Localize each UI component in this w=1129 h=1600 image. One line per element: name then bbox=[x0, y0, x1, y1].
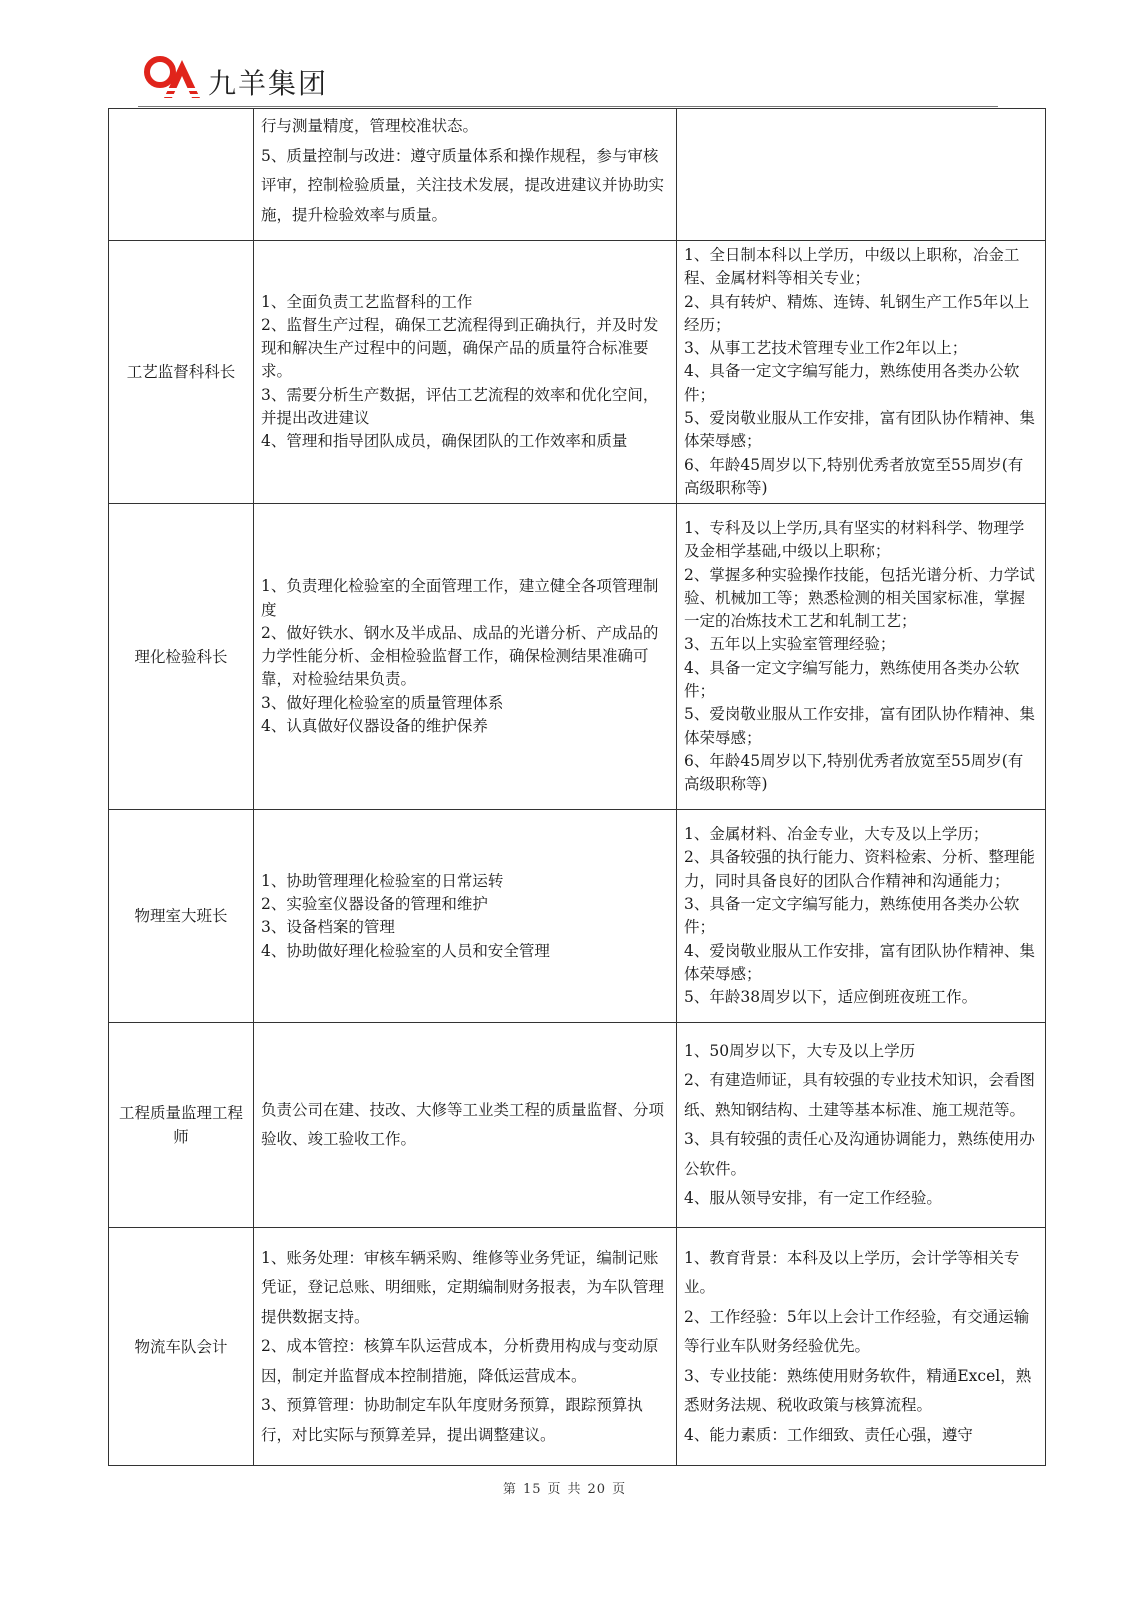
position-title: 工程质量监理工程师 bbox=[118, 1104, 243, 1147]
footer-total-label: 共 bbox=[567, 1482, 582, 1497]
requirement-line: 5、年龄38周岁以下，适应倒班夜班工作。 bbox=[684, 988, 978, 1007]
requirements-cell bbox=[677, 241, 1046, 504]
duty-line: 负责公司在建、技改、大修等工业类工程的质量监督、分项验收、竣工验收工作。 bbox=[261, 1100, 665, 1149]
requirements-cell bbox=[677, 109, 1046, 241]
duties-cell bbox=[254, 1228, 677, 1466]
requirement-line: 4、服从领导安排，有一定工作经验。 bbox=[684, 1189, 942, 1208]
requirement-line: 3、五年以上实验室管理经验； bbox=[684, 635, 896, 654]
requirement-line: 2、具有转炉、精炼、连铸、轧钢生产工作5年以上经历； bbox=[684, 292, 1030, 334]
position-title: 物流车队会计 bbox=[134, 1337, 228, 1356]
duty-line: 1、协助管理理化检验室的日常运转 bbox=[261, 871, 504, 890]
requirement-line: 3、专业技能：熟练使用财务软件，精通Excel，熟悉财务法规、税收政策与核算流程。 bbox=[684, 1366, 1032, 1415]
requirement-line: 1、全日制本科以上学历，中级以上职称，冶金工程、金属材料等相关专业； bbox=[684, 246, 1020, 288]
duty-line: 2、成本管控：核算车队运营成本，分析费用构成与变动原因，制定并监督成本控制措施，降低运营成本。 bbox=[261, 1337, 659, 1385]
duty-line: 2、实验室仪器设备的管理和维护 bbox=[261, 894, 488, 913]
requirement-line: 1、教育背景：本科及以上学历，会计学等相关专业。 bbox=[684, 1248, 1020, 1297]
position-cell bbox=[109, 109, 254, 241]
requirement-line: 6、年龄45周岁以下,特别优秀者放宽至55周岁(有高级职称等) bbox=[684, 455, 1024, 497]
duty-line: 3、设备档案的管理 bbox=[261, 918, 395, 937]
requirements-cell bbox=[677, 1023, 1046, 1228]
requirement-line: 1、金属材料、冶金专业，大专及以上学历； bbox=[684, 825, 989, 844]
duties-cell bbox=[254, 1023, 677, 1228]
duty-line: 3、做好理化检验室的质量管理体系 bbox=[261, 693, 504, 712]
duties-cell bbox=[254, 109, 677, 241]
duty-line: 1、账务处理：审核车辆采购、维修等业务凭证，编制记账凭证，登记总账、明细账，定期编制财务报表，为车队管理提供数据支持。 bbox=[261, 1248, 665, 1326]
header-divider bbox=[138, 106, 998, 107]
position-title: 工艺监督科科长 bbox=[126, 363, 236, 382]
duty-line: 4、认真做好仪器设备的维护保养 bbox=[261, 717, 488, 735]
position-cell bbox=[109, 504, 254, 810]
duty-line: 4、协助做好理化检验室的人员和安全管理 bbox=[261, 941, 550, 960]
duty-line: 行与测量精度，管理校准状态。 bbox=[261, 117, 479, 135]
position-title: 理化检验科长 bbox=[134, 647, 228, 666]
position-cell bbox=[109, 1228, 254, 1466]
total-pages: 20 bbox=[587, 1482, 607, 1497]
table-row bbox=[109, 810, 1046, 1023]
table-row bbox=[109, 241, 1046, 504]
page-footer bbox=[0, 1478, 1129, 1497]
requirement-line: 4、能力素质：工作细致、责任心强，遵守 bbox=[684, 1425, 973, 1444]
requirement-line: 3、具备一定文字编写能力，熟练使用各类办公软件； bbox=[684, 894, 1020, 937]
duty-line: 4、管理和指导团队成员，确保团队的工作效率和质量 bbox=[261, 432, 628, 451]
duties-cell bbox=[254, 241, 677, 504]
duty-line: 5、质量控制与改进：遵守质量体系和操作规程，参与审核评审，控制检验质量，关注技术发展，提改进建议并协助实施，提升检验效率与质量。 bbox=[261, 146, 665, 224]
duties-cell bbox=[254, 810, 677, 1023]
duty-line: 1、负责理化检验室的全面管理工作，建立健全各项管理制度 bbox=[261, 577, 659, 619]
requirements-cell bbox=[677, 1228, 1046, 1466]
duty-line: 2、监督生产过程，确保工艺流程得到正确执行，并及时发现和解决生产过程中的问题，确保产品的质量符合标准要求。 bbox=[261, 315, 659, 381]
position-cell bbox=[109, 810, 254, 1023]
table-row bbox=[109, 109, 1046, 241]
footer-total-unit: 页 bbox=[612, 1482, 627, 1497]
requirement-line: 2、工作经验：5年以上会计工作经验，有交通运输等行业车队财务经验优先。 bbox=[684, 1307, 1030, 1356]
requirement-line: 5、爱岗敬业服从工作安排，富有团队协作精神、集体荣辱感； bbox=[684, 409, 1035, 451]
requirement-line: 6、年龄45周岁以下,特别优秀者放宽至55周岁(有高级职称等) bbox=[684, 751, 1024, 794]
position-cell bbox=[109, 1023, 254, 1228]
requirements-cell bbox=[677, 810, 1046, 1023]
requirement-line: 2、掌握多种实验操作技能，包括光谱分析、力学试验、机械加工等；熟悉检测的相关国家标准，掌握一定的冶炼技术工艺和轧制工艺； bbox=[684, 565, 1035, 631]
requirement-line: 4、具备一定文字编写能力，熟练使用各类办公软件； bbox=[684, 658, 1020, 701]
requirement-line: 2、具备较强的执行能力、资料检索、分析、整理能力，同时具备良好的团队合作精神和沟通能力； bbox=[684, 848, 1035, 890]
duty-line: 2、做好铁水、钢水及半成品、成品的光谱分析、产成品的力学性能分析、金相检验监督工作，确保检测结果准确可靠，对检验结果负责。 bbox=[261, 623, 659, 689]
table-row bbox=[109, 1023, 1046, 1228]
requirement-line: 2、有建造师证，具有较强的专业技术知识，会看图纸、熟知钢结构、土建等基本标准、施工规范等。 bbox=[684, 1071, 1035, 1119]
footer-page-label: 第 bbox=[502, 1482, 517, 1497]
table-row bbox=[109, 1228, 1046, 1466]
requirements-cell bbox=[677, 504, 1046, 810]
requirement-line: 1、专科及以上学历,具有坚实的材料科学、物理学及金相学基础,中级以上职称； bbox=[684, 518, 1025, 561]
requirement-line: 5、爱岗敬业服从工作安排，富有团队协作精神、集体荣辱感； bbox=[684, 705, 1035, 747]
requirement-line: 3、从事工艺技术管理专业工作2年以上； bbox=[684, 339, 968, 358]
footer-page-unit: 页 bbox=[547, 1482, 562, 1497]
requirement-line: 4、爱岗敬业服从工作安排，富有团队协作精神、集体荣辱感； bbox=[684, 941, 1035, 983]
job-table bbox=[108, 108, 1046, 1466]
company-logo-icon bbox=[142, 54, 200, 102]
requirement-line: 3、具有较强的责任心及沟通协调能力，熟练使用办公软件。 bbox=[684, 1130, 1035, 1178]
position-title: 物理室大班长 bbox=[134, 907, 228, 926]
position-cell bbox=[109, 241, 254, 504]
requirement-line: 4、具备一定文字编写能力，熟练使用各类办公软件； bbox=[684, 362, 1020, 404]
duty-line: 3、预算管理：协助制定车队年度财务预算，跟踪预算执行，对比实际与预算差异，提出调整建议。 bbox=[261, 1396, 643, 1444]
page-header bbox=[138, 52, 998, 108]
requirement-line: 1、50周岁以下，大专及以上学历 bbox=[684, 1041, 916, 1060]
duty-line: 3、需要分析生产数据，评估工艺流程的效率和优化空间，并提出改进建议 bbox=[261, 385, 659, 428]
duty-line: 1、全面负责工艺监督科的工作 bbox=[261, 292, 473, 311]
company-name: 九羊集团 bbox=[208, 67, 329, 100]
table-row bbox=[109, 504, 1046, 810]
page-number: 15 bbox=[522, 1482, 542, 1497]
duties-cell bbox=[254, 504, 677, 810]
